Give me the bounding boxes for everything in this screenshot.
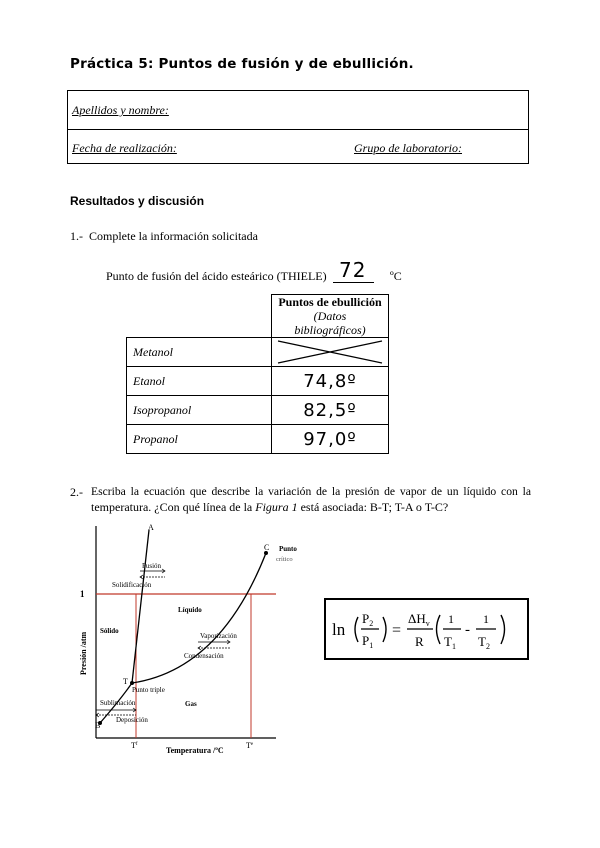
table-header-subtitle: (Datos bibliográficos) — [294, 309, 366, 337]
question1-number: 1.- — [70, 229, 83, 243]
table-row-label: Isopropanol — [127, 396, 272, 425]
name-field-label: Apellidos y nombre: — [72, 103, 169, 117]
group-field-label: Grupo de laboratorio: — [354, 141, 462, 155]
te-tick-label: $T^e$ — [246, 741, 254, 750]
page-title: Práctica 5: Puntos de fusión y de ebullición. — [70, 56, 414, 72]
boiling-points-table — [126, 294, 389, 454]
vaporization-curve — [132, 553, 266, 683]
eq-minus: - — [465, 622, 470, 638]
table-header-row — [127, 295, 389, 338]
cross-out-mark — [272, 338, 388, 366]
point-b-label: B — [95, 721, 101, 730]
question2-line2: temperatura. ¿Con qué línea de la Figura 1 está asociada: B-T; T-A o T-C? — [91, 500, 449, 514]
triple-point-label: Punto triple — [132, 686, 165, 694]
tf-tick-label: $T^f$ — [131, 741, 138, 750]
figure-reference: Figura 1 — [255, 500, 298, 514]
table-row — [127, 367, 389, 396]
table-row-value-crossed — [272, 338, 389, 367]
student-info-box — [67, 90, 529, 164]
gas-region-label: Gas — [185, 700, 197, 708]
point-t-label: T — [123, 677, 128, 686]
eq-one-b: 1 — [483, 612, 489, 626]
table-row — [127, 396, 389, 425]
eq-p2: $P_2$ — [362, 611, 374, 628]
table-header-title: Puntos de ebullición — [278, 295, 382, 309]
equation-box — [324, 598, 529, 660]
table-row — [127, 338, 389, 367]
deposition-label: Deposición — [116, 716, 148, 724]
question1-text: Complete la información solicitada — [89, 229, 258, 243]
clausius-clapeyron-equation — [326, 600, 527, 658]
liquid-region-label: Líquido — [178, 606, 202, 614]
eq-t1: $T_1$ — [444, 634, 456, 651]
info-divider — [68, 129, 528, 130]
question2-line1: Escriba la ecuación que describe la variación de la presión de vapor de un líquido con la — [91, 485, 531, 498]
point-a-label: A — [148, 523, 154, 532]
table-row-label: Etanol — [127, 367, 272, 396]
table-row-value: 82,5º — [272, 396, 389, 425]
question2-number: 2.- — [70, 485, 83, 499]
eq-delta-h: $\Delta H_v$ — [408, 611, 430, 628]
fusion-label: Fusión — [142, 562, 162, 570]
y-axis-title: Presión /atm — [79, 631, 88, 675]
eq-equals: = — [392, 622, 402, 639]
solidification-label: Solidificación — [112, 581, 152, 589]
phase-diagram — [70, 520, 300, 760]
eq-r: R — [415, 634, 424, 649]
table-row-value: 74,8º — [272, 367, 389, 396]
eq-t2: $T_2$ — [478, 634, 490, 651]
melting-point-label: Punto de fusión del ácido esteárico (THIELE) — [106, 269, 327, 283]
melting-point-value: 72 — [339, 258, 367, 282]
eq-one-a: 1 — [448, 612, 454, 626]
table-row-value: 97,0º — [272, 425, 389, 454]
vaporization-label: Vaporización — [200, 632, 237, 640]
eq-ln: ln — [332, 620, 346, 639]
eq-p1: $P_1$ — [362, 633, 374, 650]
table-row-label: Propanol — [127, 425, 272, 454]
one-atm-tick-label: 1 — [80, 589, 85, 599]
critical-point-label-1: Punto — [279, 545, 297, 553]
solid-region-label: Sólido — [100, 627, 119, 635]
table-row — [127, 425, 389, 454]
table-header-cell — [272, 295, 389, 338]
sublimation-label: Sublimación — [100, 699, 136, 707]
melting-value-underline — [333, 282, 374, 283]
condensation-label: Condensación — [184, 652, 224, 660]
section-title: Resultados y discusión — [70, 194, 205, 208]
point-c-label: C — [264, 543, 270, 552]
triple-point-dot — [130, 681, 134, 685]
fusion-curve — [132, 530, 149, 683]
x-axis-title: Temperatura /ºC — [166, 746, 224, 755]
table-row-label: Metanol — [127, 338, 272, 367]
critical-point-label-2: crítico — [276, 556, 293, 563]
melting-point-unit: ºC — [390, 269, 402, 283]
date-field-label: Fecha de realización: — [72, 141, 177, 155]
